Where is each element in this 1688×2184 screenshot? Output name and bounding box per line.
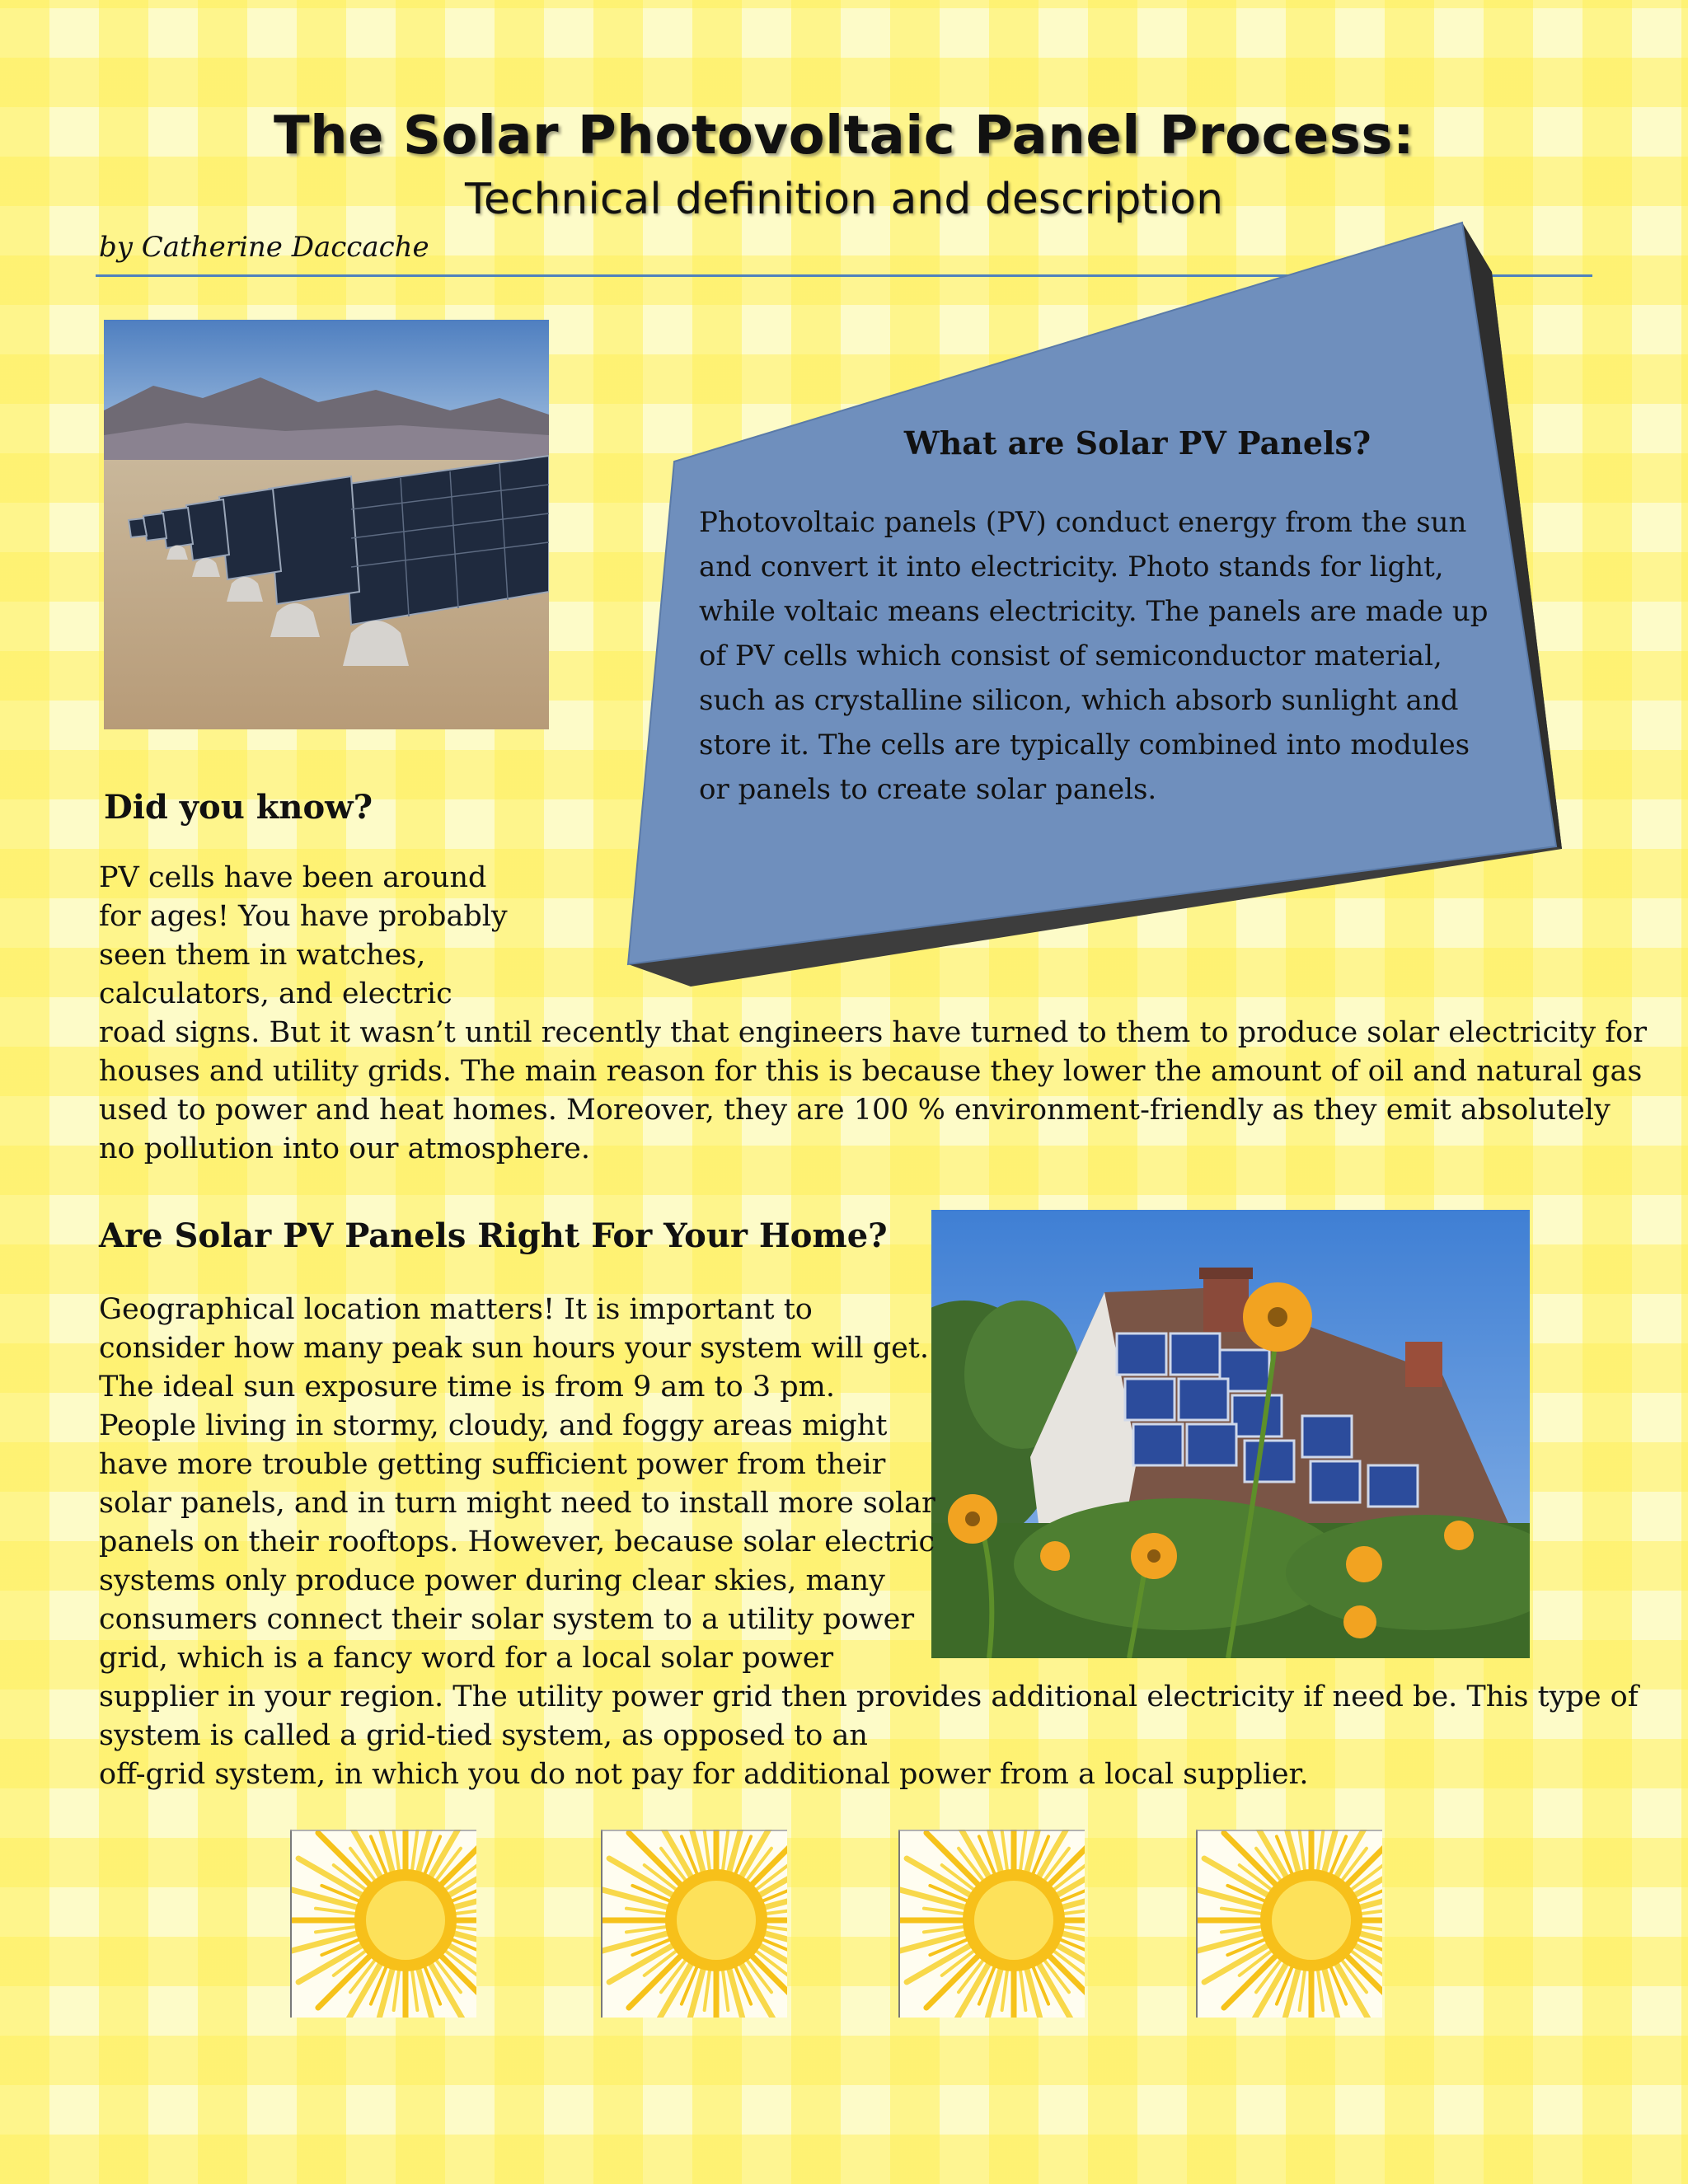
paragraph-line: consider how many peak sun hours your system will get. (99, 1332, 930, 1365)
paragraph-line: Geographical location matters! It is important to (99, 1293, 813, 1326)
right-for-home-text (99, 1291, 1639, 1802)
author-byline: by Catherine Daccache (99, 231, 429, 264)
info-box-line: of PV cells which consist of semiconductor material, (699, 640, 1442, 673)
sun-icon (601, 1830, 787, 2018)
did-you-know-heading: Did you know? (104, 788, 373, 827)
paragraph-line: road signs. But it wasn’t until recently that engineers have turned to them to produce solar electricity for (99, 1016, 1647, 1049)
info-box-line: Photovoltaic panels (PV) conduct energy from the sun (699, 506, 1467, 539)
sun-icon (1196, 1830, 1382, 2018)
paragraph-line: no pollution into our atmosphere. (99, 1132, 590, 1165)
paragraph-line: seen them in watches, (99, 939, 426, 972)
info-box-line: store it. The cells are typically combined into modules (699, 729, 1470, 762)
right-for-home-heading: Are Solar PV Panels Right For Your Home? (99, 1216, 888, 1255)
did-you-know-text (99, 859, 1647, 1172)
paragraph-line: panels on their rooftops. However, because solar electric (99, 1526, 935, 1558)
info-box-line: and convert it into electricity. Photo stands for light, (699, 551, 1444, 583)
paragraph-line: consumers connect their solar system to a utility power (99, 1603, 915, 1636)
paragraph-line: used to power and heat homes. Moreover, they are 100 % environment-friendly as they emit absolutely (99, 1094, 1611, 1127)
page-title: The Solar Photovoltaic Panel Process: (273, 105, 1415, 166)
paragraph-line: solar panels, and in turn might need to install more solar (99, 1487, 935, 1520)
paragraph-line: calculators, and electric (99, 977, 452, 1010)
info-box-line: or panels to create solar panels. (699, 773, 1157, 806)
paragraph-line: supplier in your region. The utility power grid then provides additional electricity if need be. This type of (99, 1680, 1639, 1713)
info-box-line: such as crystalline silicon, which absorb sunlight and (699, 684, 1459, 717)
info-box-line: while voltaic means electricity. The panels are made up (699, 595, 1489, 628)
paragraph-line: off-grid system, in which you do not pay for additional power from a local supplier. (99, 1758, 1309, 1791)
paragraph-line: People living in stormy, cloudy, and foggy areas might (99, 1409, 888, 1442)
info-box-body (699, 500, 1494, 812)
paragraph-line: grid, which is a fancy word for a local solar power (99, 1642, 834, 1675)
sun-icon (290, 1830, 476, 2018)
paragraph-line: systems only produce power during clear skies, many (99, 1564, 885, 1597)
paragraph-line: for ages! You have probably (99, 900, 508, 933)
paragraph-line: The ideal sun exposure time is from 9 am to 3 pm. (99, 1371, 835, 1404)
paragraph-line: PV cells have been around (99, 861, 487, 894)
paragraph-line: houses and utility grids. The main reason for this is because they lower the amount of oil and natural gas (99, 1055, 1643, 1088)
info-box-heading: What are Solar PV Panels? (903, 424, 1372, 462)
sun-icon (898, 1830, 1085, 2018)
paragraph-line: have more trouble getting sufficient power from their (99, 1448, 886, 1481)
page-subtitle: Technical definition and description (464, 175, 1224, 224)
paragraph-line: system is called a grid-tied system, as opposed to an (99, 1719, 868, 1752)
